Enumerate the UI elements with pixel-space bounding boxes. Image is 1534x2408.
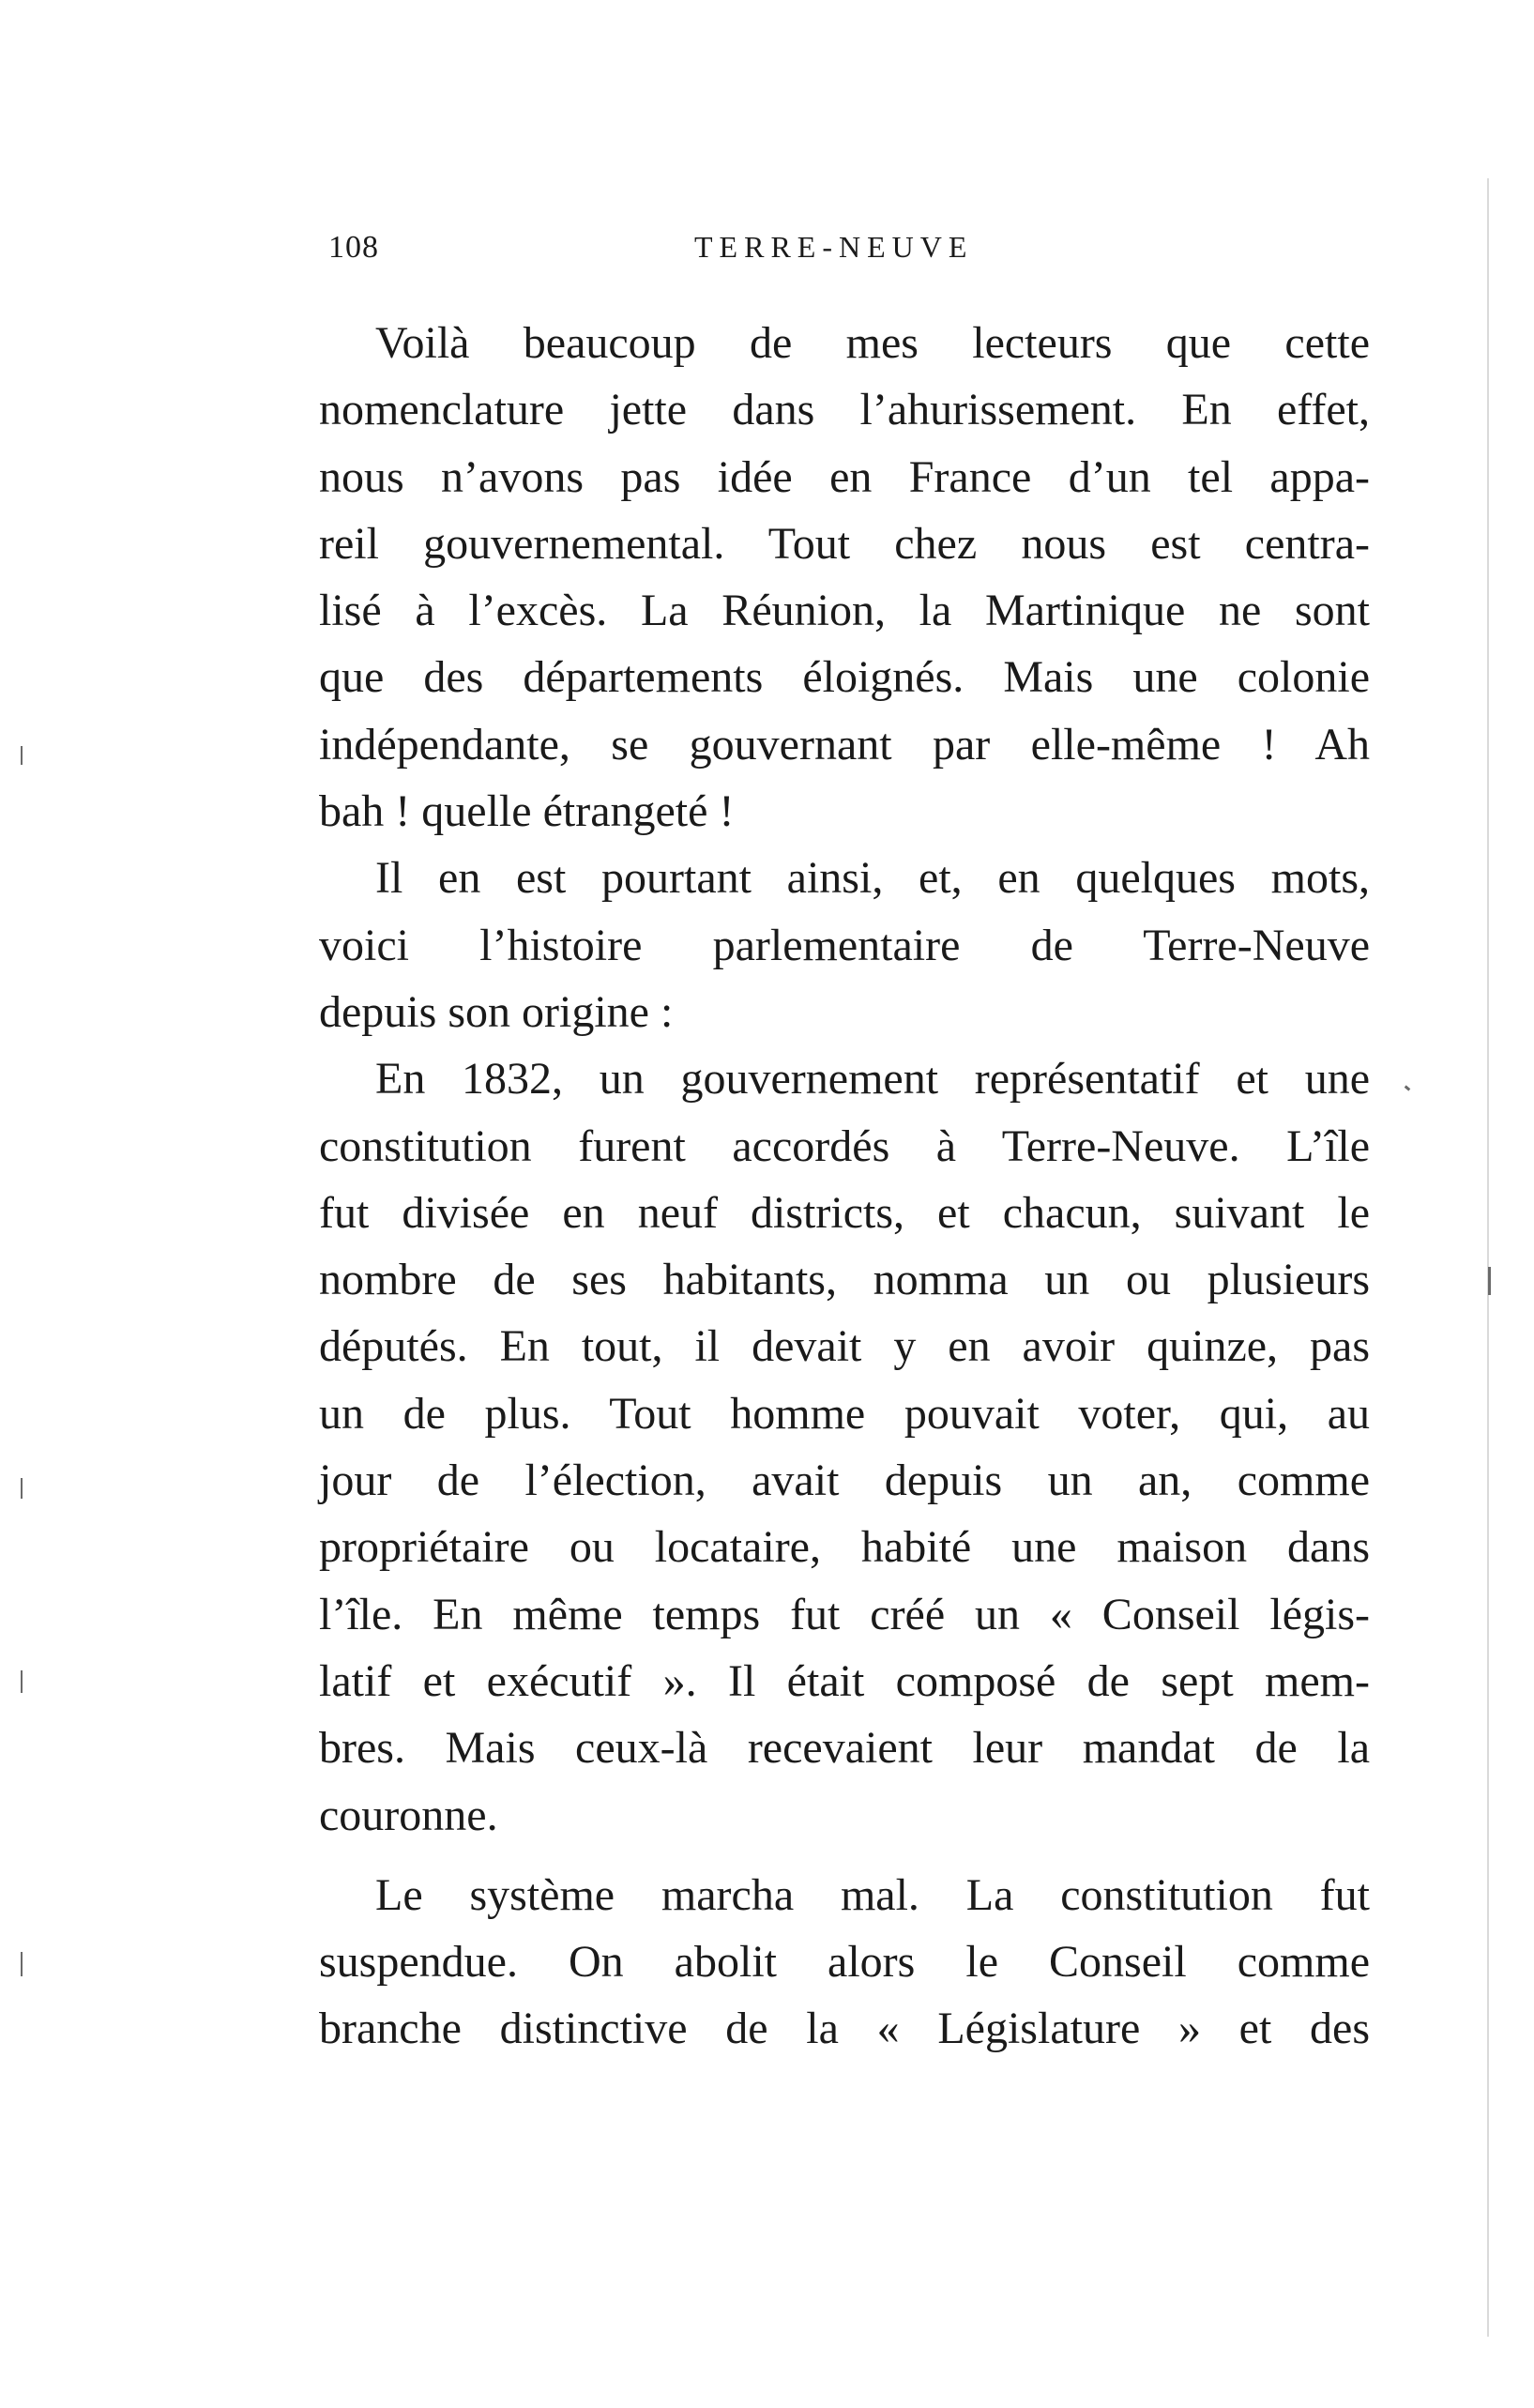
scan-mark	[21, 1478, 23, 1499]
scan-mark	[21, 746, 23, 765]
text-line: fut divisée en neuf districts, et chacun, suivant le	[319, 1187, 1370, 1238]
text-line: Voilà beaucoup de mes lecteurs que cette	[375, 318, 1370, 368]
text-line: constitution furent accordés à Terre-Neuve. L’île	[319, 1120, 1370, 1171]
text-line: que des départements éloignés. Mais une colonie	[319, 652, 1370, 703]
text-line: reil gouvernemental. Tout chez nous est centra-	[319, 518, 1370, 569]
text-line: Il en est pourtant ainsi, et, en quelques mots,	[375, 853, 1370, 904]
text-line: bres. Mais ceux-là recevaient leur mandat de la	[319, 1723, 1370, 1774]
text-line: indépendante, se gouvernant par elle-même ! Ah	[319, 719, 1370, 770]
text-line: nomenclature jette dans l’ahurissement. En effet,	[319, 385, 1370, 435]
text-line: jour de l’élection, avait depuis un an, comme	[319, 1455, 1370, 1506]
text-line: Le système marcha mal. La constitution fut	[375, 1869, 1370, 1920]
text-line: suspendue. On abolit alors le Conseil comme	[319, 1937, 1370, 1988]
text-line: nombre de ses habitants, nomma un ou plusieurs	[319, 1255, 1370, 1305]
text-line: un de plus. Tout homme pouvait voter, qui, au	[319, 1388, 1370, 1439]
text-line: bah ! quelle étrangeté !	[319, 786, 735, 837]
text-line: branche distinctive de la « Législature » et des	[319, 2004, 1370, 2054]
text-line: nous n’avons pas idée en France d’un tel appa-	[319, 451, 1370, 502]
scan-mark	[1405, 1085, 1411, 1090]
scan-mark	[21, 1952, 23, 1976]
text-line: propriétaire ou locataire, habité une maison dans	[319, 1522, 1370, 1573]
scan-mark	[1487, 178, 1489, 2337]
text-line: depuis son origine :	[319, 986, 674, 1037]
text-line: couronne.	[319, 1790, 498, 1840]
text-line: En 1832, un gouvernement représentatif et une	[375, 1054, 1370, 1105]
text-line: voici l’histoire parlementaire de Terre-Neuve	[319, 920, 1370, 970]
running-title: TERRE-NEUVE	[694, 230, 974, 264]
page-number: 108	[328, 230, 379, 265]
text-line: députés. En tout, il devait y en avoir quinze, pas	[319, 1321, 1370, 1372]
body-text	[319, 310, 1370, 2063]
scan-mark	[1488, 1267, 1491, 1295]
running-head	[328, 230, 1370, 277]
scan-mark	[21, 1670, 23, 1693]
text-line: latif et exécutif ». Il était composé de sept mem-	[319, 1655, 1370, 1706]
text-line: lisé à l’excès. La Réunion, la Martinique ne sont	[319, 586, 1370, 636]
text-line: l’île. En même temps fut créé un « Conseil légis-	[319, 1589, 1370, 1639]
